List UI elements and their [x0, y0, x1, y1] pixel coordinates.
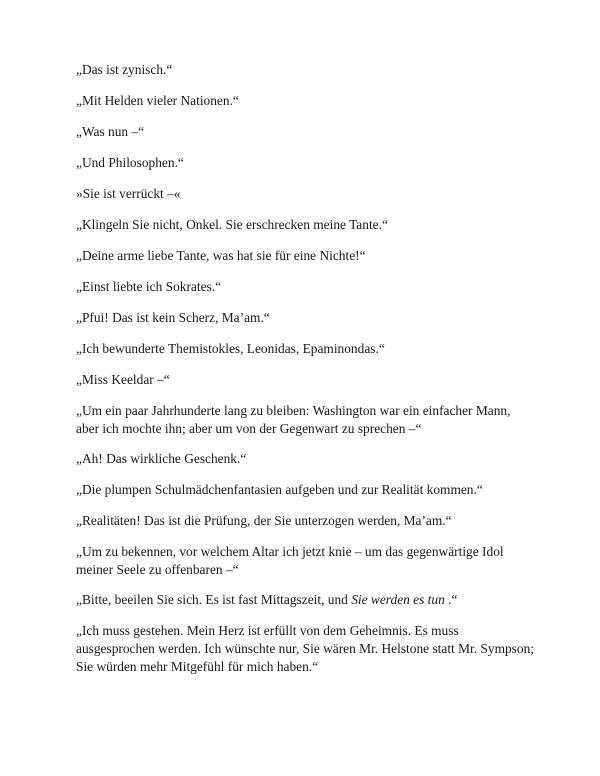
paragraph-8: „Einst liebte ich Sokrates.“ [76, 279, 222, 294]
paragraph-6: „Klingeln Sie nicht, Onkel. Sie erschrecken meine Tante.“ [76, 217, 388, 232]
paragraph-17-italic: Sie werden es tun [351, 592, 445, 607]
document-body [76, 61, 536, 689]
paragraph-1: „Das ist zynisch.“ [76, 62, 173, 77]
paragraph-17-tail: .“ [444, 592, 458, 607]
paragraph-16: „Um zu bekennen, vor welchem Altar ich jetzt knie – um das gegenwärtige Idol meiner Seele zu offenbaren –“ [76, 544, 504, 577]
paragraph-4: „Und Philosophen.“ [76, 155, 184, 170]
paragraph-12: „Um ein paar Jahrhunderte lang zu bleiben: Washington war ein einfacher Mann, aber ich mochte ihn; aber um von der Gegenwart zu sprechen –“ [76, 403, 511, 436]
paragraph-3: „Was nun –“ [76, 124, 145, 139]
paragraph-13: „Ah! Das wirkliche Geschenk.“ [76, 451, 247, 466]
paragraph-18: „Ich muss gestehen. Mein Herz ist erfüllt von dem Geheimnis. Es muss ausgesprochen werden. Ich wünschte nur, Sie wären Mr. Helstone statt Mr. Sympson; Sie würden mehr Mitgefühl für mich haben.“ [76, 623, 535, 674]
paragraph-5: »Sie ist verrückt –« [76, 186, 181, 201]
paragraph-9: „Pfui! Das ist kein Scherz, Ma’am.“ [76, 310, 270, 325]
paragraph-10: „Ich bewunderte Themistokles, Leonidas, Epaminondas.“ [76, 341, 385, 356]
paragraph-11: „Miss Keeldar –“ [76, 372, 170, 387]
paragraph-17 [76, 591, 536, 609]
paragraph-2: „Mit Helden vieler Nationen.“ [76, 93, 239, 108]
paragraph-15: „Realitäten! Das ist die Prüfung, der Sie unterzogen werden, Ma’am.“ [76, 513, 452, 528]
paragraph-17-lead: „Bitte, beeilen Sie sich. Es ist fast Mittagszeit, und [76, 592, 352, 607]
paragraph-7: „Deine arme liebe Tante, was hat sie für eine Nichte!“ [76, 248, 366, 263]
paragraph-14: „Die plumpen Schulmädchenfantasien aufgeben und zur Realität kommen.“ [76, 482, 483, 497]
